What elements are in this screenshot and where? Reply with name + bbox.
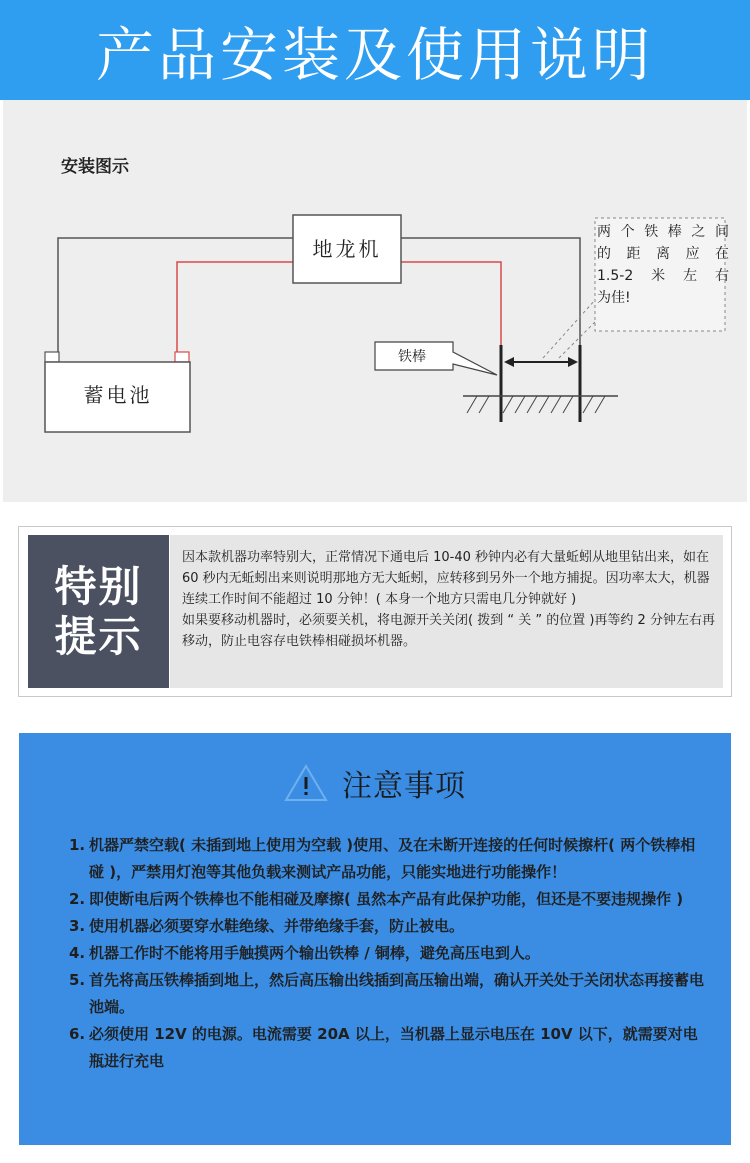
ground-hatch-icon xyxy=(463,396,618,413)
notice-label-line: 提示 xyxy=(54,611,143,661)
list-item xyxy=(69,940,709,967)
callout-line: 两个铁棒之间 xyxy=(597,224,729,240)
black-wire-right xyxy=(401,238,580,422)
list-item xyxy=(69,1021,709,1075)
callout-line: 的 距 离 应 在 xyxy=(597,246,729,262)
item-text: 机器严禁空载( 未插到地上使用为空载 )使用、及在未断开连接的任何时候擦杆( 两个铁棒相碰 )，严禁用灯泡等其他负载来测试产品功能，只能实地进行功能操作！ xyxy=(89,836,696,881)
item-number: 1. xyxy=(69,836,86,854)
battery-terminal-right xyxy=(175,352,189,362)
notice-paragraph: 如果要移动机器时，必须要关机，将电源开关关闭( 拨到 “ 关 ” 的位置 )再等约 2 分钟左右再移动，防止电容存电铁棒相碰损坏机器。 xyxy=(182,613,715,649)
item-text: 机器工作时不能将用手触摸两个输出铁棒 / 铜棒，避免高压电到人。 xyxy=(89,944,540,962)
callout-line: 1.5-2米左右 xyxy=(597,268,729,284)
battery-label: 蓄电池 xyxy=(83,383,153,407)
item-number: 5. xyxy=(69,971,86,989)
item-number: 2. xyxy=(69,890,86,908)
list-item xyxy=(69,913,709,940)
page-title: 产品安装及使用说明 xyxy=(95,21,654,89)
rod-label-box xyxy=(375,342,497,375)
item-text: 必须使用 12V 的电源。电流需要 20A 以上，当机器上显示电压在 10V 以下，就需要对电瓶进行充电 xyxy=(89,1025,698,1070)
caution-section xyxy=(19,733,731,1145)
item-text: 首先将高压铁棒插到地上，然后高压输出线插到高压输出端，确认开关处于关闭状态再接蓄电池端。 xyxy=(89,971,705,1016)
distance-callout-text xyxy=(597,221,729,309)
red-wire-right xyxy=(401,262,501,345)
installation-diagram xyxy=(3,100,747,502)
item-text: 使用机器必须要穿水鞋绝缘、并带绝缘手套，防止被电。 xyxy=(89,917,465,935)
black-wire-left xyxy=(58,238,293,352)
item-number: 6. xyxy=(69,1025,86,1043)
list-item xyxy=(69,886,709,913)
double-arrow-icon xyxy=(504,357,578,367)
notice-body xyxy=(170,535,723,688)
diagram-title: 安装图示 xyxy=(61,157,129,177)
special-notice xyxy=(18,526,732,697)
notice-label xyxy=(54,562,142,662)
warning-triangle-icon xyxy=(284,764,328,802)
notice-text xyxy=(182,547,715,652)
caution-header xyxy=(19,763,731,803)
caution-list xyxy=(69,832,709,1075)
red-wire-left xyxy=(177,262,293,352)
page-header xyxy=(0,0,750,100)
notice-label-line: 特别 xyxy=(54,561,143,611)
list-item xyxy=(69,967,709,1021)
notice-label-block xyxy=(28,535,169,688)
rod-label: 铁棒 xyxy=(398,349,426,365)
machine-label: 地龙机 xyxy=(312,237,382,261)
item-text: 即使断电后两个铁棒也不能相碰及摩擦( 虽然本产品有此保护功能，但还是不要违规操作 ) xyxy=(89,890,684,908)
callout-line: 为佳! xyxy=(597,290,631,306)
battery-terminal-left xyxy=(45,352,59,362)
item-number: 3. xyxy=(69,917,86,935)
caution-title: 注意事项 xyxy=(342,769,466,804)
item-number: 4. xyxy=(69,944,86,962)
list-item xyxy=(69,832,709,886)
notice-paragraph: 因本款机器功率特别大，正常情况下通电后 10-40 秒钟内必有大量蚯蚓从地里钻出来，如在 60 秒内无蚯蚓出来则说明那地方无大蚯蚓，应转移到另外一个地方捕捉。因功率太大，机器连续工作时间不能超过 10 分钟！( 本身一个地方只需电几分钟就好 ) xyxy=(182,550,710,607)
